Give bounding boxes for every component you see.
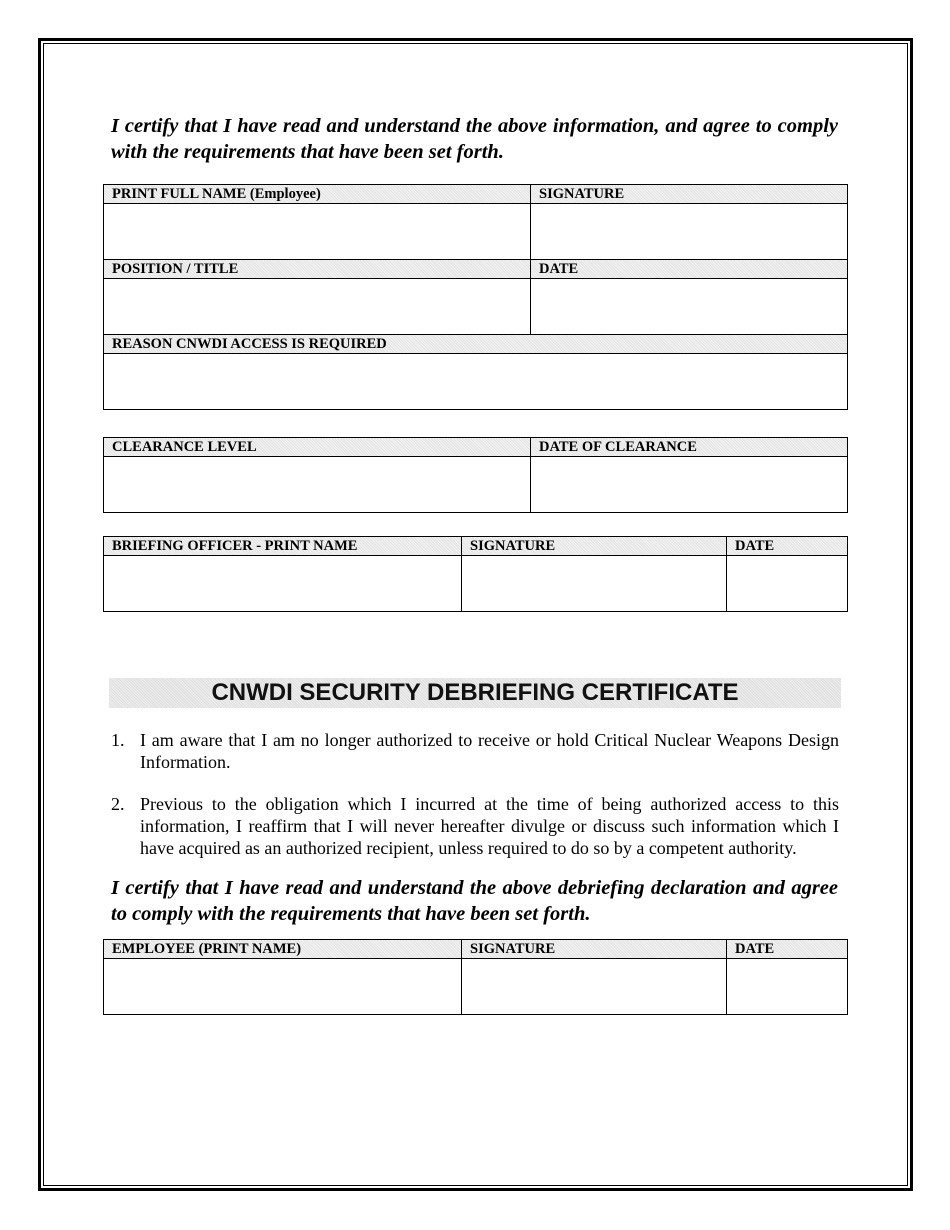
reason-access-field[interactable] <box>104 354 848 410</box>
list-item <box>111 793 839 859</box>
signature-field[interactable] <box>531 204 848 260</box>
briefing-signature-label: SIGNATURE <box>462 537 727 556</box>
briefing-date-field[interactable] <box>727 556 848 612</box>
debrief-signature-field[interactable] <box>462 959 727 1015</box>
print-full-name-label: PRINT FULL NAME (Employee) <box>104 185 531 204</box>
debrief-signature-table <box>103 939 848 1015</box>
list-item-number: 1. <box>111 730 125 750</box>
date-field[interactable] <box>531 279 848 335</box>
briefing-officer-table <box>103 536 848 612</box>
position-title-field[interactable] <box>104 279 531 335</box>
date-of-clearance-label: DATE OF CLEARANCE <box>531 438 848 457</box>
employee-info-table <box>103 184 848 410</box>
reason-access-label: REASON CNWDI ACCESS IS REQUIRED <box>104 335 848 354</box>
certification-statement: I certify that I have read and understand the above information, and agree to comply with the requirements that have been set forth. <box>111 115 838 163</box>
list-item <box>111 729 839 773</box>
debrief-date-label: DATE <box>727 940 848 959</box>
list-item-number: 2. <box>111 794 125 814</box>
briefing-officer-name-label: BRIEFING OFFICER - PRINT NAME <box>104 537 462 556</box>
debriefing-certification-statement: I certify that I have read and understand the above debriefing declaration and agree to comply with the requirements that have been set forth. <box>111 877 838 925</box>
debrief-signature-label: SIGNATURE <box>462 940 727 959</box>
debriefing-list <box>111 729 839 879</box>
list-item-text: Previous to the obligation which I incurred at the time of being authorized access to this information, I reaffirm that I will never hereafter divulge or discuss such information which I have acquired as an authorized recipient, unless required to do so by a competent authority. <box>140 794 839 858</box>
debriefing-title: CNWDI SECURITY DEBRIEFING CERTIFICATE <box>109 678 841 708</box>
list-item-text: I am aware that I am no longer authorized to receive or hold Critical Nuclear Weapons Design Information. <box>140 730 839 772</box>
employee-print-name-field[interactable] <box>104 959 462 1015</box>
position-title-label: POSITION / TITLE <box>104 260 531 279</box>
print-full-name-field[interactable] <box>104 204 531 260</box>
signature-label: SIGNATURE <box>531 185 848 204</box>
briefing-signature-field[interactable] <box>462 556 727 612</box>
clearance-level-field[interactable] <box>104 457 531 513</box>
briefing-officer-name-field[interactable] <box>104 556 462 612</box>
briefing-date-label: DATE <box>727 537 848 556</box>
debrief-date-field[interactable] <box>727 959 848 1015</box>
clearance-level-label: CLEARANCE LEVEL <box>104 438 531 457</box>
date-of-clearance-field[interactable] <box>531 457 848 513</box>
clearance-table <box>103 437 848 513</box>
date-label: DATE <box>531 260 848 279</box>
employee-print-name-label: EMPLOYEE (PRINT NAME) <box>104 940 462 959</box>
